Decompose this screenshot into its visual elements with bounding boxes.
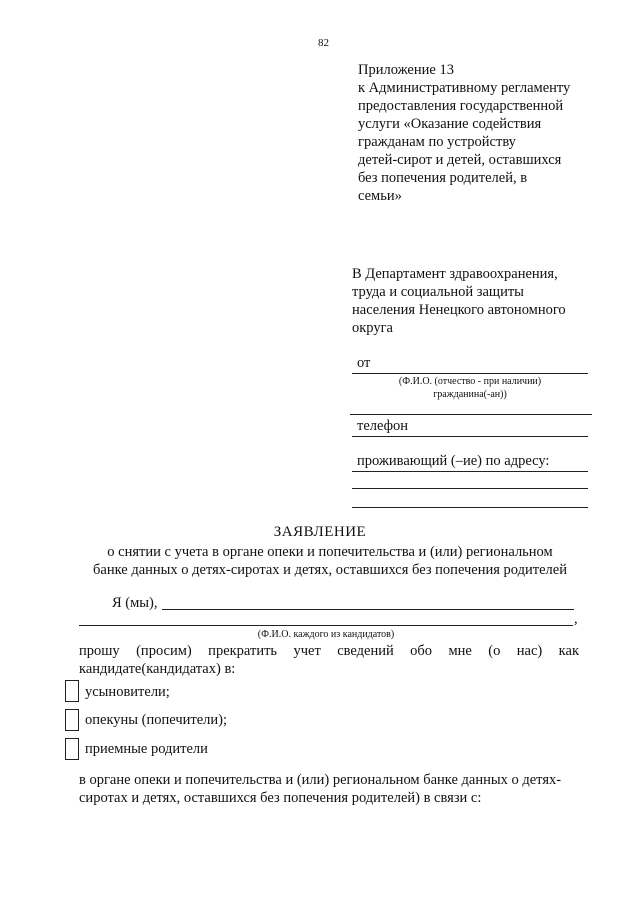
appendix-line: Приложение 13	[358, 62, 454, 78]
closing-line1: в органе опеки и попечительства и (или) региональном банке данных о детях-	[79, 772, 562, 788]
option-guardians: опекуны (попечители);	[85, 712, 228, 728]
appendix-line: детей-сирот и детей, оставшихся	[358, 152, 562, 168]
fio-line-2[interactable]	[350, 414, 592, 415]
addressee-line: В Департамент здравоохранения,	[352, 266, 558, 282]
document-title: ЗАЯВЛЕНИЕ	[273, 524, 367, 540]
subtitle-line2: банке данных о детях-сиротах и детях, оставшихся без попечения родителей	[93, 562, 567, 578]
document-subtitle	[60, 543, 600, 579]
appendix-line: предоставления государственной	[358, 98, 564, 114]
fio-line[interactable]	[352, 373, 588, 374]
we-label: Я (мы),	[112, 595, 158, 611]
fio-hint	[352, 375, 588, 401]
appendix-line: гражданам по устройству	[358, 134, 516, 150]
address-label: проживающий (–ие) по адресу:	[357, 453, 550, 469]
subtitle-line1: о снятии с учета в органе опеки и попечительства и (или) региональном	[107, 544, 553, 560]
names-line-1[interactable]	[162, 609, 574, 610]
candidates-hint: (Ф.И.О. каждого из кандидатов)	[257, 629, 395, 640]
option-adopters: усыновители;	[85, 684, 170, 700]
phone-line[interactable]	[352, 436, 588, 437]
closing-line2: сиротах и детях, оставшихся без попечения родителей) в связи с:	[79, 790, 482, 806]
appendix-line: без попечения родителей, в	[358, 170, 528, 186]
request-line2: кандидате(кандидатах) в:	[79, 661, 236, 677]
request-line1: прошу (просим) прекратить учет сведений обо мне (о нас) как	[79, 643, 579, 659]
appendix-line: семьи»	[358, 188, 402, 204]
comma: ,	[574, 611, 578, 627]
fio-hint-line2: гражданина(-ан))	[433, 389, 507, 400]
option-foster-parents: приемные родители	[85, 741, 208, 757]
addressee-line: населения Ненецкого автономного	[352, 302, 566, 318]
address-line-1[interactable]	[352, 471, 588, 472]
address-line-2[interactable]	[352, 488, 588, 489]
guardians-checkbox[interactable]	[65, 709, 79, 731]
addressee-line: округа	[352, 320, 393, 336]
phone-label: телефон	[357, 418, 409, 434]
page-number: 82	[318, 37, 329, 49]
foster-parents-checkbox[interactable]	[65, 738, 79, 760]
names-line-2[interactable]	[79, 625, 573, 626]
address-line-3[interactable]	[352, 507, 588, 508]
appendix-line: к Административному регламенту	[358, 80, 571, 96]
appendix-line: услуги «Оказание содействия	[358, 116, 542, 132]
from-label: от	[357, 355, 371, 371]
fio-hint-line1: (Ф.И.О. (отчество - при наличии)	[398, 376, 542, 387]
addressee-line: труда и социальной защиты	[352, 284, 524, 300]
adopters-checkbox[interactable]	[65, 680, 79, 702]
appendix-header	[358, 61, 598, 205]
addressee-block	[352, 265, 592, 337]
